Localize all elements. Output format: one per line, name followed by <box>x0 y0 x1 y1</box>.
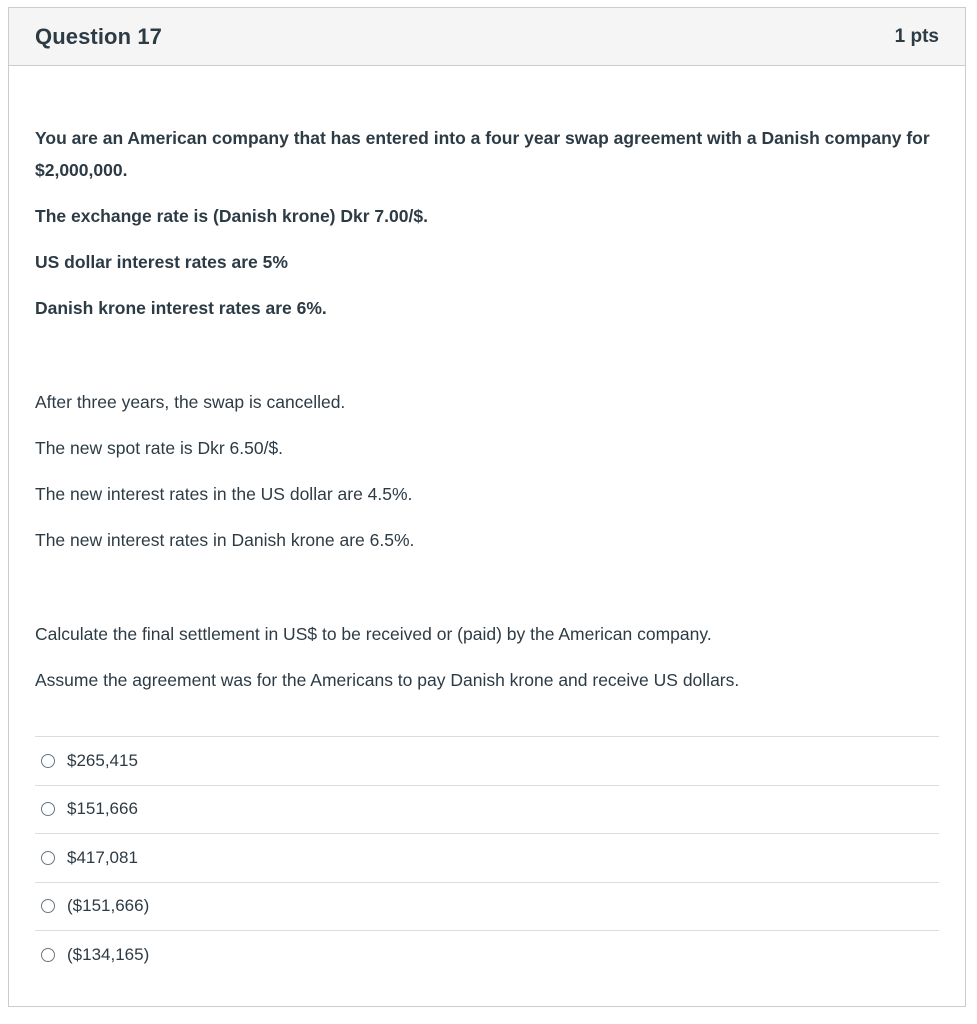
answer-option[interactable] <box>35 833 939 882</box>
question-text-line: Calculate the final settlement in US$ to be received or (paid) by the American company. <box>35 624 712 644</box>
question-body <box>9 66 965 696</box>
question-text-line: The new interest rates in the US dollar are 4.5%. <box>35 484 413 504</box>
radio-button[interactable] <box>41 802 55 816</box>
question-text-line: The exchange rate is (Danish krone) Dkr 7.00/$. <box>35 206 428 226</box>
answer-option[interactable] <box>35 785 939 834</box>
answer-label[interactable]: $417,081 <box>67 847 138 867</box>
question-text-line: You are an American company that has entered into a four year swap agreement with a Danish company for $2,000,000. <box>35 128 930 180</box>
question-text-line: US dollar interest rates are 5% <box>35 252 288 272</box>
question-text-line: Danish krone interest rates are 6%. <box>35 298 327 318</box>
question-title: Question 17 <box>35 23 163 49</box>
answer-list <box>35 736 939 979</box>
question-text-line: After three years, the swap is cancelled. <box>35 392 346 412</box>
answer-label[interactable]: ($134,165) <box>67 944 150 964</box>
answer-label[interactable]: $151,666 <box>67 799 138 819</box>
question-card <box>8 7 966 1007</box>
radio-button[interactable] <box>41 899 55 913</box>
question-text-line: The new spot rate is Dkr 6.50/$. <box>35 438 284 458</box>
answer-label[interactable]: $265,415 <box>67 750 138 770</box>
question-header <box>9 8 965 66</box>
question-text-line: Assume the agreement was for the Americans to pay Danish krone and receive US dollars. <box>35 670 740 690</box>
radio-button[interactable] <box>41 754 55 768</box>
answer-label[interactable]: ($151,666) <box>67 896 150 916</box>
question-points: 1 pts <box>894 25 939 47</box>
question-text-line: The new interest rates in Danish krone are 6.5%. <box>35 530 415 550</box>
answer-option[interactable] <box>35 736 939 785</box>
radio-button[interactable] <box>41 851 55 865</box>
answer-option[interactable] <box>35 882 939 931</box>
answer-option[interactable] <box>35 930 939 979</box>
radio-button[interactable] <box>41 948 55 962</box>
